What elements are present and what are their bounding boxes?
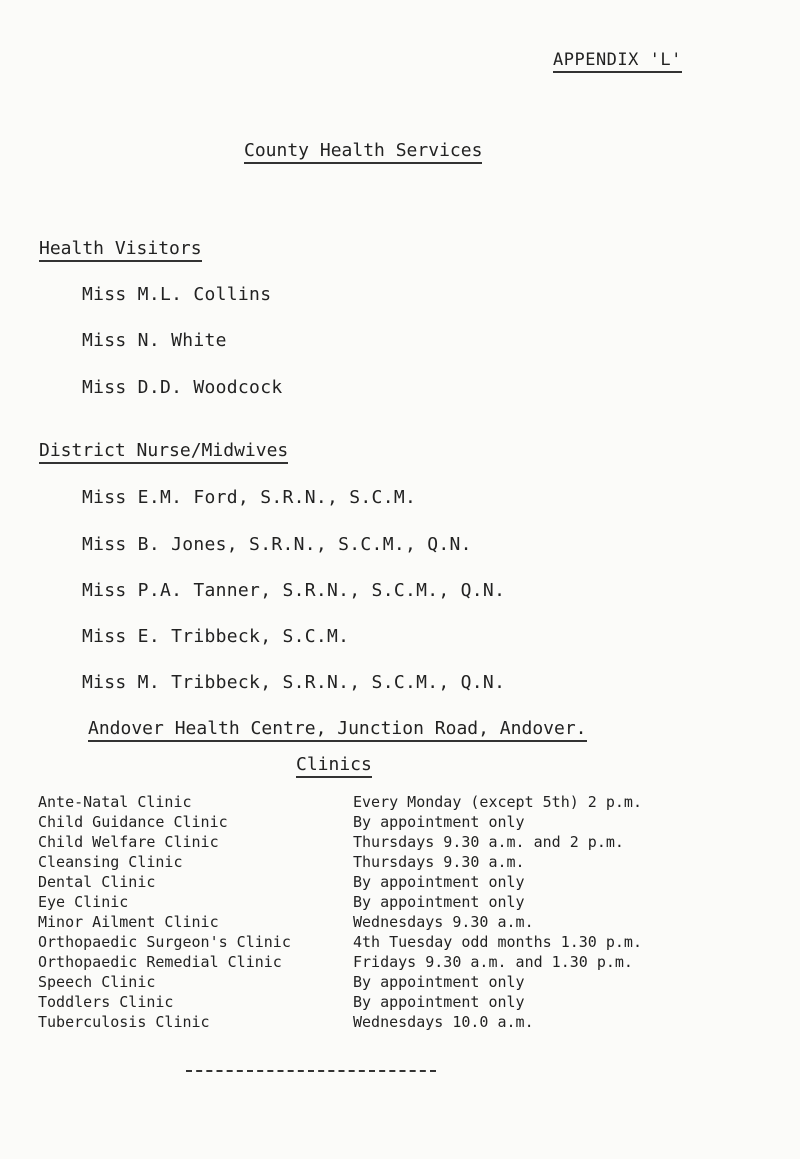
clinic-row (38, 852, 798, 872)
clinic-name: Dental Clinic (38, 873, 156, 891)
district-nurses-heading: District Nurse/Midwives (39, 440, 288, 464)
clinic-schedule: Wednesdays 9.30 a.m. (353, 913, 534, 931)
clinic-name: Speech Clinic (38, 973, 156, 991)
clinic-schedule: Thursdays 9.30 a.m. and 2 p.m. (353, 833, 624, 851)
clinic-name: Orthopaedic Remedial Clinic (38, 953, 282, 971)
clinic-row (38, 812, 798, 832)
health-visitor-name: Miss N. White (82, 330, 227, 351)
clinic-schedule: 4th Tuesday odd months 1.30 p.m. (353, 933, 642, 951)
clinics-table (38, 792, 798, 1032)
clinic-schedule: By appointment only (353, 993, 525, 1011)
clinic-schedule: By appointment only (353, 873, 525, 891)
clinic-schedule: By appointment only (353, 893, 525, 911)
clinic-row (38, 872, 798, 892)
clinic-name: Child Guidance Clinic (38, 813, 228, 831)
health-visitor-name: Miss D.D. Woodcock (82, 377, 283, 398)
page-title: County Health Services (244, 140, 482, 164)
clinic-row (38, 1012, 798, 1032)
clinic-name: Minor Ailment Clinic (38, 913, 219, 931)
district-nurse-name: Miss P.A. Tanner, S.R.N., S.C.M., Q.N. (82, 580, 506, 601)
clinic-row (38, 912, 798, 932)
clinic-name: Cleansing Clinic (38, 853, 183, 871)
clinic-row (38, 832, 798, 852)
clinic-row (38, 792, 798, 812)
district-nurse-name: Miss E.M. Ford, S.R.N., S.C.M. (82, 487, 417, 508)
clinic-schedule: Wednesdays 10.0 a.m. (353, 1013, 534, 1031)
clinic-schedule: Fridays 9.30 a.m. and 1.30 p.m. (353, 953, 633, 971)
health-centre-address: Andover Health Centre, Junction Road, Andover. (88, 718, 587, 742)
clinic-name: Ante-Natal Clinic (38, 793, 192, 811)
clinic-schedule: Thursdays 9.30 a.m. (353, 853, 525, 871)
district-nurse-name: Miss M. Tribbeck, S.R.N., S.C.M., Q.N. (82, 672, 506, 693)
clinic-row (38, 972, 798, 992)
district-nurse-name: Miss E. Tribbeck, S.C.M. (82, 626, 350, 647)
clinic-name: Toddlers Clinic (38, 993, 174, 1011)
clinic-row (38, 952, 798, 972)
appendix-label: APPENDIX 'L' (553, 50, 682, 73)
clinic-schedule: Every Monday (except 5th) 2 p.m. (353, 793, 642, 811)
clinic-schedule: By appointment only (353, 813, 525, 831)
clinic-name: Tuberculosis Clinic (38, 1013, 210, 1031)
clinic-row (38, 992, 798, 1012)
clinic-row (38, 892, 798, 912)
clinic-name: Eye Clinic (38, 893, 129, 911)
district-nurse-name: Miss B. Jones, S.R.N., S.C.M., Q.N. (82, 534, 472, 555)
clinics-heading: Clinics (296, 754, 372, 778)
bottom-divider (186, 1070, 436, 1072)
clinic-row (38, 932, 798, 952)
clinic-schedule: By appointment only (353, 973, 525, 991)
clinic-name: Child Welfare Clinic (38, 833, 219, 851)
clinic-name: Orthopaedic Surgeon's Clinic (38, 933, 291, 951)
health-visitor-name: Miss M.L. Collins (82, 284, 272, 305)
health-visitors-heading: Health Visitors (39, 238, 202, 262)
